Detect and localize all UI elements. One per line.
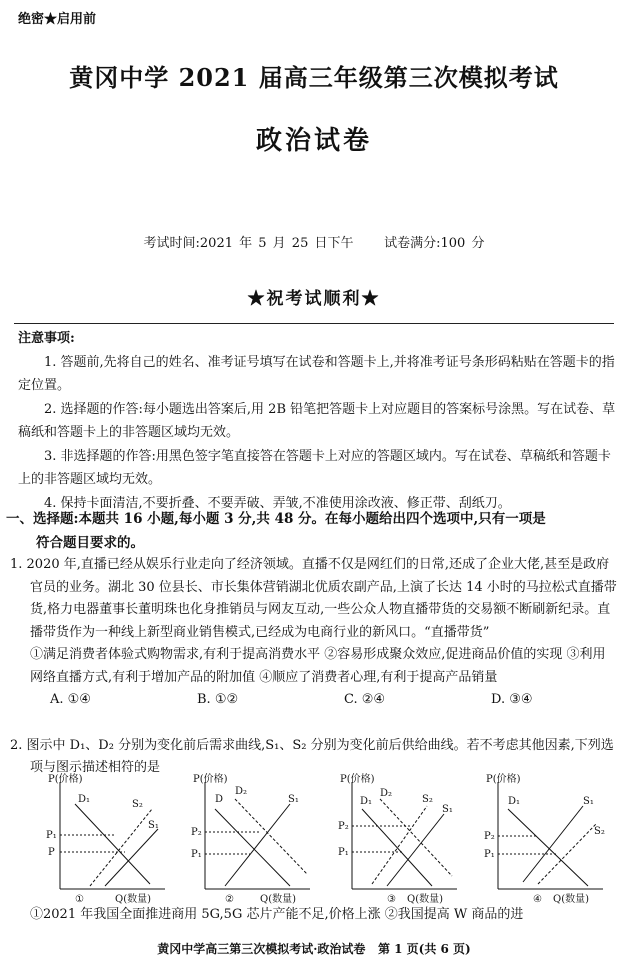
curve-label: D xyxy=(215,794,224,805)
x-axis-label: Q(数量) xyxy=(260,894,297,905)
y-axis-label: P(价格) xyxy=(340,774,375,785)
question-1 xyxy=(10,554,618,712)
price-label: P₂ xyxy=(191,827,202,838)
curve-label: D₁ xyxy=(508,796,521,807)
y-axis-label: P(价格) xyxy=(486,774,521,785)
exam-title: 黄冈中学 2021 届高三年级第三次模拟考试 xyxy=(69,63,559,92)
option-a[interactable]: A. ①④ xyxy=(50,692,91,707)
divider xyxy=(14,323,614,324)
question-1-options xyxy=(10,689,618,712)
y-axis-label: P(价格) xyxy=(193,774,228,785)
question-1-stem: 1. 2020 年,直播已经从娱乐行业走向了经济领域。直播不仅是网红们的日常,还成了企业大佬,甚至是政府官员的业务。湖北 30 位县长、市长集体营销湖北优质农副产品,上演了长达 14 小时的马拉松式直播带货,格力电器董事长董明珠也化身推销员与网友互动,一些公众人物直播带货的交易额不断刷新纪录。直播带货作为一种线上新型商业销售模式,已经成为电商行业的新风口。“直播带货” xyxy=(10,557,617,640)
y-axis-label: P(价格) xyxy=(48,774,83,785)
option-b[interactable]: B. ①② xyxy=(197,692,239,707)
note-item: 4. 保持卡面清洁,不要折叠、不要弄破、弄皱,不准使用涂改液、修正带、刮纸刀。 xyxy=(44,495,511,511)
curve-label: D₁ xyxy=(360,796,373,807)
option-d[interactable]: D. ③④ xyxy=(491,692,533,707)
notes-section xyxy=(18,327,618,515)
supply-demand-charts xyxy=(40,774,620,904)
curve-label: D₁ xyxy=(78,794,91,805)
good-luck-banner: ★祝考试顺利★ xyxy=(247,289,381,309)
curve-label: S₁ xyxy=(442,804,453,815)
question-2 xyxy=(10,735,618,779)
question-1-statements: ①满足消费者体验式购物需求,有利于提高消费水平 ②容易形成聚众效应,促进商品价值的实现 ③利用网络直播方式,有利于增加产品的附加值 ④顺应了消费者心理,有利于提高产品销量 xyxy=(30,647,606,685)
section-heading-line2: 符合题目要求的。 xyxy=(36,535,144,551)
note-item: 2. 选择题的作答:每小题选出答案后,用 2B 铅笔把答题卡上对应题目的答案标号涂黑。写在试卷、草稿纸和答题卡上的非答题区域均无效。 xyxy=(18,401,616,440)
chart-1 xyxy=(40,774,170,904)
price-label: P xyxy=(48,847,55,858)
confidential-label: 绝密★启用前 xyxy=(18,12,97,27)
chart-number: ③ xyxy=(387,894,396,905)
curve-label: D₂ xyxy=(235,786,248,797)
price-label: P₁ xyxy=(484,849,495,860)
curve-label: S₁ xyxy=(148,820,159,831)
price-label: P₁ xyxy=(191,849,202,860)
x-axis-label: Q(数量) xyxy=(553,894,590,905)
price-label: P₂ xyxy=(484,831,495,842)
curve-label: S₁ xyxy=(583,796,594,807)
note-item: 3. 非选择题的作答:用黑色签字笔直接答在答题卡上对应的答题区域内。写在试卷、草稿纸和答题卡上的非答题区域均无效。 xyxy=(18,448,611,487)
curve-label: S₂ xyxy=(132,799,143,810)
curve-label: S₂ xyxy=(422,794,433,805)
curve-label: S₂ xyxy=(594,826,605,837)
exam-info: 考试时间:2021 年 5 月 25 日下午 试卷满分:100 分 xyxy=(143,236,485,251)
section-heading xyxy=(6,507,618,555)
subject-title: 政治试卷 xyxy=(255,126,372,156)
page-footer: 黄冈中学高三第三次模拟考试·政治试卷 第 1 页(共 6 页) xyxy=(157,942,471,956)
x-axis-label: Q(数量) xyxy=(115,894,152,905)
chart-2 xyxy=(185,774,315,904)
curve-label: S₁ xyxy=(288,794,299,805)
x-axis-label: Q(数量) xyxy=(407,894,444,905)
chart-3 xyxy=(332,774,462,904)
question-2-stem: 2. 图示中 D₁、D₂ 分别为变化前后需求曲线,S₁、S₂ 分别为变化前后供给曲线。若不考虑其他因素,下列选项与图示描述相符的是 xyxy=(10,738,614,775)
price-label: P₂ xyxy=(338,821,349,832)
note-item: 1. 答题前,先将自己的姓名、准考证号填写在试卷和答题卡上,并将准考证号条形码粘贴在答题卡的指定位置。 xyxy=(18,354,615,393)
price-label: P₁ xyxy=(338,847,349,858)
question-2-statements: ①2021 年我国全面推进商用 5G,5G 芯片产能不足,价格上涨 ②我国提高 W 商品的进 xyxy=(30,907,524,922)
chart-4 xyxy=(478,774,608,904)
section-heading-line1: 一、选择题:本题共 16 小题,每小题 3 分,共 48 分。在每小题给出四个选项中,只有一项是 xyxy=(6,511,546,527)
price-label: P₁ xyxy=(46,830,57,841)
chart-number: ① xyxy=(75,894,84,905)
chart-number: ④ xyxy=(533,894,542,905)
curve-label: D₂ xyxy=(380,788,393,799)
notes-heading: 注意事项: xyxy=(18,331,75,346)
chart-number: ② xyxy=(225,894,234,905)
option-c[interactable]: C. ②④ xyxy=(344,692,386,707)
